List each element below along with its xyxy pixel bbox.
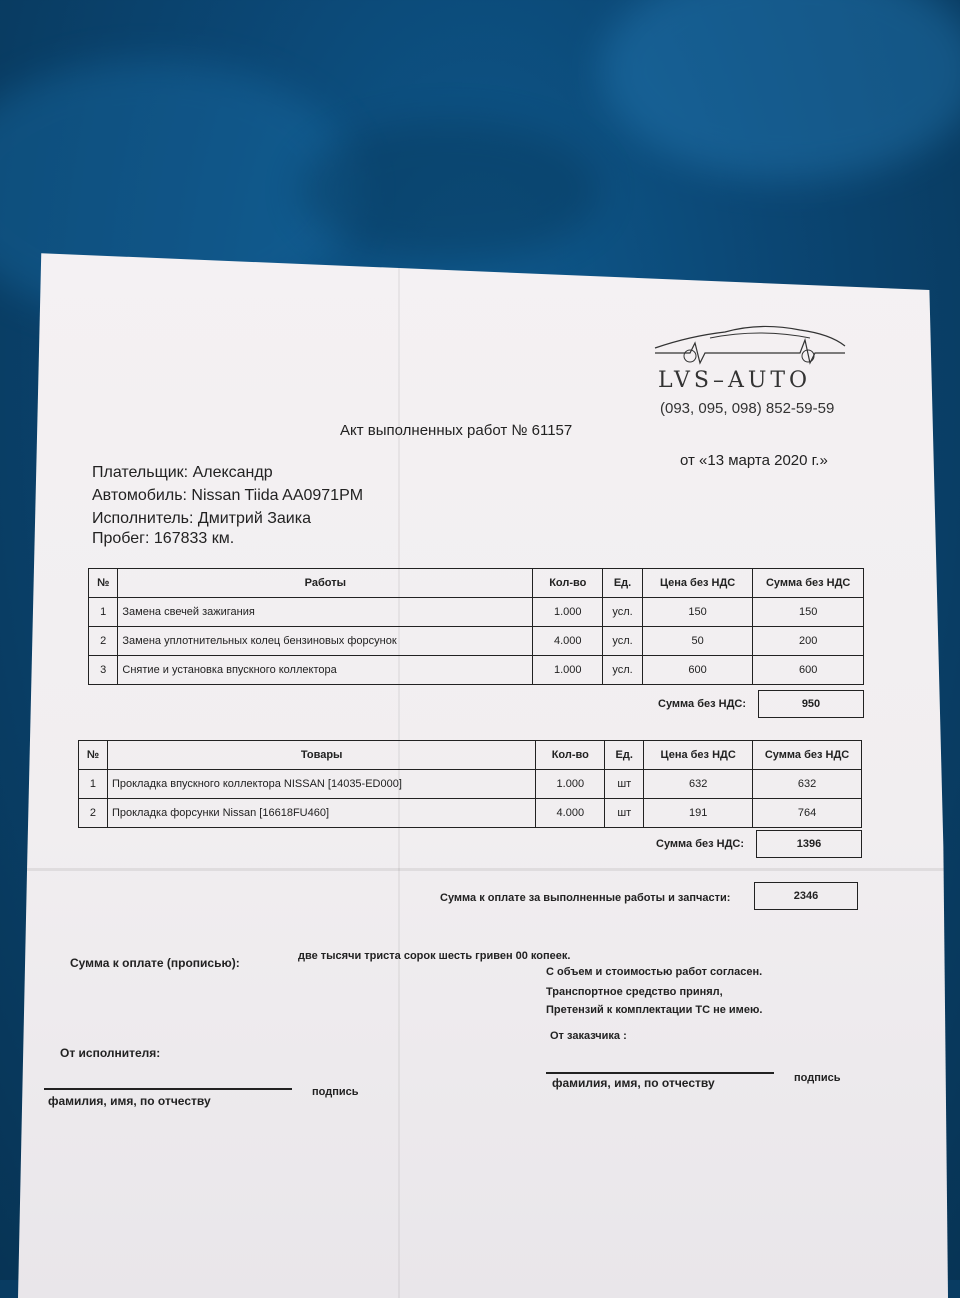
words-label: Сумма к оплате (прописью): <box>70 956 240 970</box>
header-num: № <box>89 569 118 598</box>
cell-sum: 200 <box>753 627 864 656</box>
cell-unit: усл. <box>603 656 643 685</box>
cell-price: 600 <box>642 656 753 685</box>
table-row <box>89 656 864 685</box>
header-price: Цена без НДС <box>642 569 753 598</box>
header-unit: Ед. <box>605 741 644 770</box>
works-table <box>88 568 864 685</box>
cell-name: Замена уплотнительных колец бензиновых форсунок <box>118 627 533 656</box>
car-logo-icon <box>650 318 850 368</box>
cell-name: Прокладка впускного коллектора NISSAN [14035-ED000] <box>107 770 535 799</box>
cell-unit: шт <box>605 799 644 828</box>
company-name: LVS–AUTO <box>658 368 812 393</box>
mileage: Пробег: 167833 км. <box>92 530 235 547</box>
cell-qty: 4.000 <box>533 627 603 656</box>
cell-unit: усл. <box>603 627 643 656</box>
header-unit: Ед. <box>603 569 643 598</box>
cell-num: 2 <box>89 627 118 656</box>
executor-label: От исполнителя: <box>60 1046 161 1060</box>
cell-sum: 764 <box>753 799 862 828</box>
paper-fold <box>18 868 948 871</box>
cell-qty: 1.000 <box>536 770 605 799</box>
cell-sum: 150 <box>753 598 864 627</box>
table-row <box>79 770 862 799</box>
total-value: 2346 <box>754 882 858 910</box>
header-price: Цена без НДС <box>644 741 753 770</box>
header-qty: Кол-во <box>536 741 605 770</box>
agreement-line-2: Транспортное средство принял, <box>546 986 723 998</box>
cell-num: 2 <box>79 799 108 828</box>
goods-sum-value: 1396 <box>756 830 862 858</box>
payer: Плательщик: Александр <box>92 464 273 481</box>
fabric-shadow <box>300 120 600 260</box>
executor-signature-line <box>44 1088 292 1090</box>
car: Автомобиль: Nissan Tiida AA0971PM <box>92 487 364 504</box>
header-sum: Сумма без НДС <box>753 569 864 598</box>
header-sum: Сумма без НДС <box>753 741 862 770</box>
cell-name: Прокладка форсунки Nissan [16618FU460] <box>107 799 535 828</box>
goods-sum-label: Сумма без НДС: <box>656 838 745 850</box>
company-logo <box>650 318 870 373</box>
act-date: от «13 марта 2020 г.» <box>680 452 828 469</box>
customer-sign-caption: подпись <box>794 1072 841 1084</box>
total-label: Сумма к оплате за выполненные работы и запчасти: <box>440 892 731 904</box>
cell-price: 150 <box>642 598 753 627</box>
cell-sum: 600 <box>753 656 864 685</box>
customer-fio-caption: фамилия, имя, по отчеству <box>552 1076 715 1090</box>
executor-fio-caption: фамилия, имя, по отчеству <box>48 1094 211 1108</box>
cell-name: Снятие и установка впускного коллектора <box>118 656 533 685</box>
fabric-highlight <box>600 0 960 180</box>
cell-qty: 1.000 <box>533 656 603 685</box>
cell-unit: шт <box>605 770 644 799</box>
cell-num: 1 <box>89 598 118 627</box>
customer-label: От заказчика : <box>550 1030 627 1042</box>
table-row <box>89 627 864 656</box>
header-works: Работы <box>118 569 533 598</box>
company-phone: (093, 095, 098) 852-59-59 <box>660 400 835 417</box>
cell-price: 50 <box>642 627 753 656</box>
customer-signature-line <box>546 1072 774 1074</box>
cell-qty: 1.000 <box>533 598 603 627</box>
table-row <box>79 799 862 828</box>
agreement-line-3: Претензий к комплектации ТС не имею. <box>546 1004 763 1016</box>
cell-price: 191 <box>644 799 753 828</box>
works-header-row <box>89 569 864 598</box>
header-qty: Кол-во <box>533 569 603 598</box>
works-sum-label: Сумма без НДС: <box>658 698 747 710</box>
words-value: две тысячи триста сорок шесть гривен 00 копеек. <box>298 950 571 962</box>
works-sum-value: 950 <box>758 690 864 718</box>
table-row <box>89 598 864 627</box>
cell-price: 632 <box>644 770 753 799</box>
cell-sum: 632 <box>753 770 862 799</box>
cell-num: 3 <box>89 656 118 685</box>
cell-name: Замена свечей зажигания <box>118 598 533 627</box>
cell-qty: 4.000 <box>536 799 605 828</box>
act-title: Акт выполненных работ № 61157 <box>340 422 573 439</box>
goods-table <box>78 740 862 828</box>
executor-sign-caption: подпись <box>312 1086 359 1098</box>
executor: Исполнитель: Дмитрий Заика <box>92 510 311 527</box>
goods-header-row <box>79 741 862 770</box>
header-num: № <box>79 741 108 770</box>
cell-unit: усл. <box>603 598 643 627</box>
header-goods: Товары <box>107 741 535 770</box>
agreement-line-1: С объем и стоимостью работ согласен. <box>546 966 763 978</box>
cell-num: 1 <box>79 770 108 799</box>
